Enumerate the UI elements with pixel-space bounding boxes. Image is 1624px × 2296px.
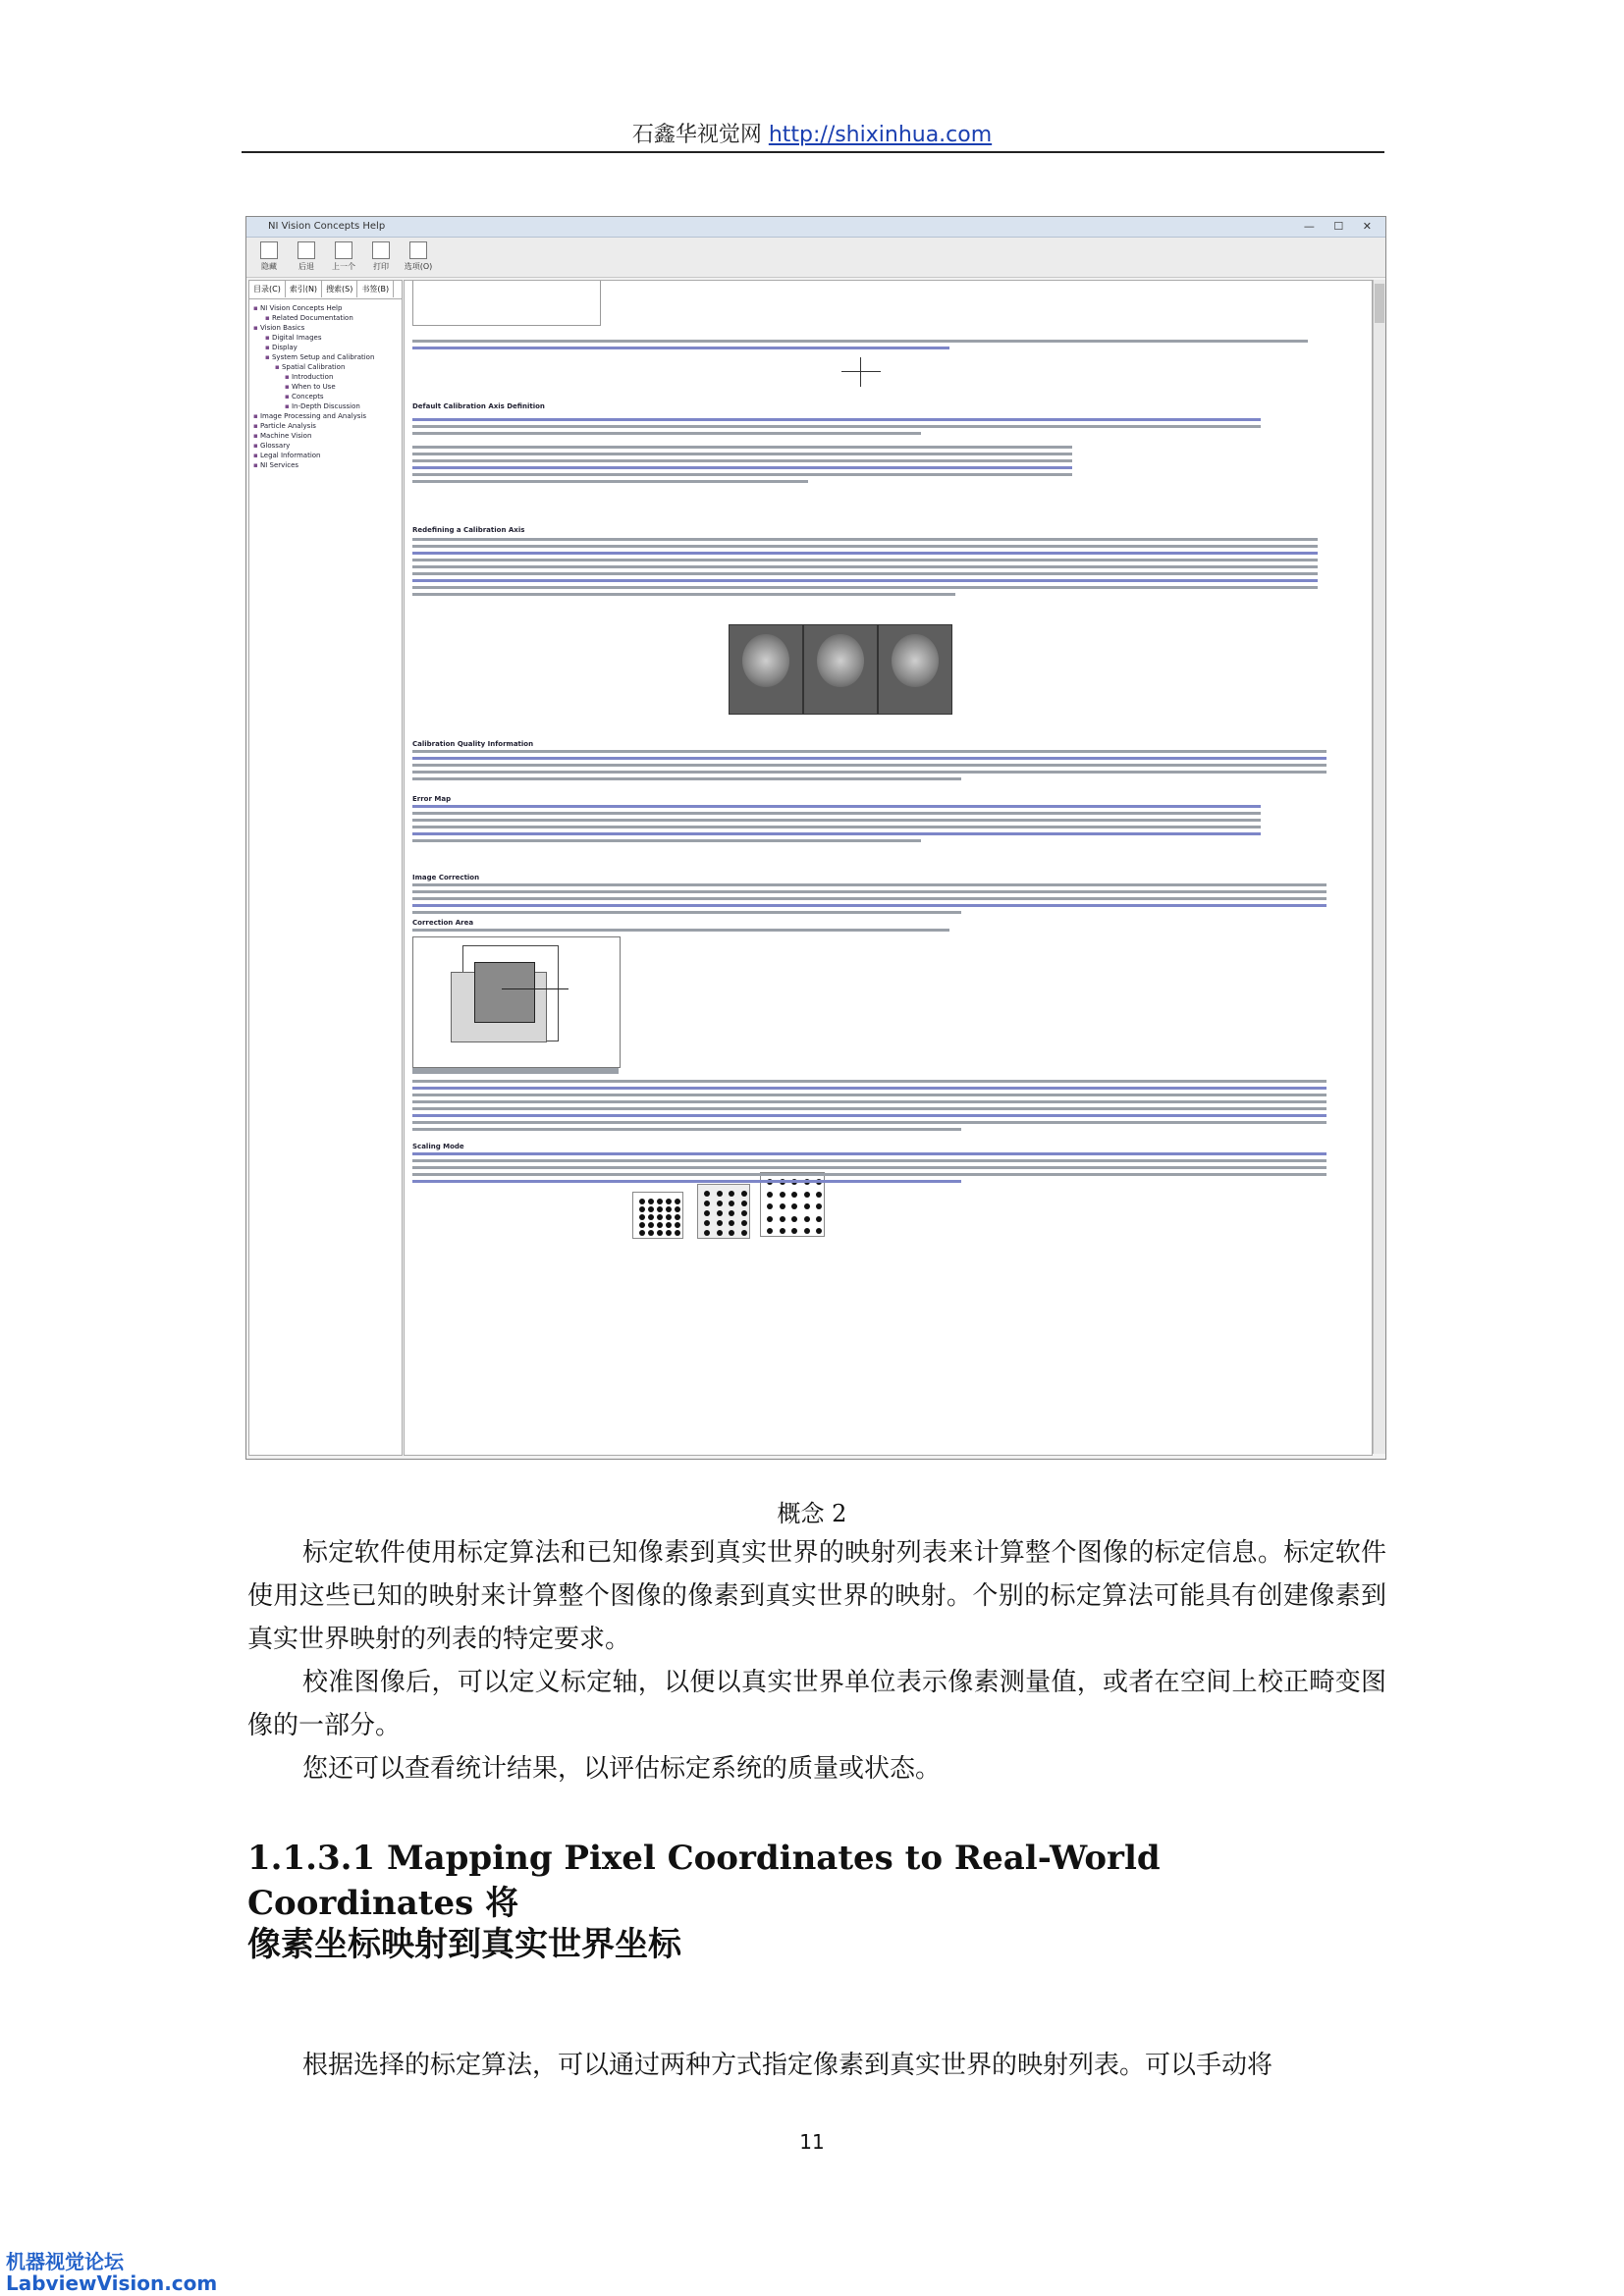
- content-text-line: [412, 750, 1326, 753]
- tree-item[interactable]: ▪ NI Vision Concepts Help: [253, 303, 398, 313]
- section-heading: 1.1.3.1 Mapping Pixel Coordinates to Real-World Coordinates 将: [247, 1839, 1161, 1923]
- grid-dot: [704, 1230, 710, 1236]
- watermark-site: LabviewVision.com: [6, 2271, 218, 2295]
- options-icon: [409, 241, 427, 259]
- content-text-line: [412, 832, 1261, 835]
- content-text-line: [412, 565, 1318, 568]
- grid-dot: [639, 1206, 645, 1212]
- grid-dot: [648, 1214, 654, 1220]
- grid-dot: [666, 1206, 672, 1212]
- grid-dot: [717, 1230, 723, 1236]
- calibration-photo-a: [729, 624, 803, 715]
- tree-item[interactable]: ▪ Concepts: [253, 392, 398, 401]
- hide-icon: [260, 241, 278, 259]
- grid-dot: [816, 1216, 822, 1222]
- tree-item[interactable]: ▪ Machine Vision: [253, 431, 398, 441]
- section-head-image-correction: Image Correction: [412, 874, 480, 881]
- options-button[interactable]: 选项(O): [402, 241, 435, 272]
- scaling-grid-b: [697, 1184, 750, 1239]
- grid-dot: [639, 1222, 645, 1228]
- content-text-line: [412, 473, 1072, 476]
- figure-caption: 概念 2: [777, 1500, 847, 1527]
- tree-item[interactable]: ▪ Display: [253, 343, 398, 352]
- grid-dot: [717, 1220, 723, 1226]
- window-controls: — ☐ ✕: [1303, 220, 1380, 233]
- content-text-line: [412, 890, 1326, 893]
- scrollbar-thumb[interactable]: [1375, 284, 1384, 323]
- grid-dot: [729, 1230, 734, 1236]
- grid-dot: [816, 1203, 822, 1209]
- content-text-line: [412, 459, 1072, 462]
- grid-dot: [791, 1192, 797, 1198]
- print-button[interactable]: 打印: [364, 241, 398, 272]
- grid-dot: [729, 1220, 734, 1226]
- grid-dot: [816, 1192, 822, 1198]
- tree-item[interactable]: ▪ Related Documentation: [253, 313, 398, 323]
- tab-bookmarks[interactable]: 书签(B): [357, 281, 394, 297]
- grid-dot: [657, 1206, 663, 1212]
- content-text-line: [412, 446, 1072, 449]
- grid-dot: [648, 1206, 654, 1212]
- page-number: 11: [799, 2130, 825, 2154]
- back-icon: [298, 241, 315, 259]
- grid-dot: [666, 1214, 672, 1220]
- sidebar-tabs: [249, 281, 402, 299]
- tab-index[interactable]: 索引(N): [286, 281, 322, 297]
- grid-dot: [741, 1191, 747, 1197]
- content-text-line: [412, 586, 1318, 589]
- tree-item[interactable]: ▪ Glossary: [253, 441, 398, 451]
- content-text-line: [412, 911, 961, 914]
- grid-dot: [639, 1230, 645, 1236]
- tree-item[interactable]: ▪ In-Depth Discussion: [253, 401, 398, 411]
- content-text-line: [412, 812, 1261, 815]
- grid-dot: [780, 1203, 785, 1209]
- content-text-line: [412, 904, 1326, 907]
- grid-dot: [666, 1199, 672, 1204]
- content-text-line: [412, 1121, 1326, 1124]
- content-text-line: [412, 572, 1318, 575]
- grid-dot: [804, 1192, 810, 1198]
- grid-dot: [767, 1192, 773, 1198]
- tree-item[interactable]: ▪ Image Processing and Analysis: [253, 411, 398, 421]
- tab-contents[interactable]: 目录(C): [249, 281, 286, 297]
- back-button[interactable]: 后退: [290, 241, 323, 272]
- grid-dot: [666, 1230, 672, 1236]
- grid-dot: [717, 1201, 723, 1206]
- content-text-line: [412, 805, 1261, 808]
- window-title: NI Vision Concepts Help: [268, 221, 386, 232]
- grid-dot: [657, 1199, 663, 1204]
- content-scrollbar[interactable]: [1373, 280, 1385, 1454]
- grid-dot: [804, 1203, 810, 1209]
- section-head-correction-area: Correction Area: [412, 919, 474, 927]
- content-text-line: [412, 771, 1326, 774]
- grid-dot: [717, 1210, 723, 1216]
- tree-item[interactable]: ▪ Vision Basics: [253, 323, 398, 333]
- print-icon: [372, 241, 390, 259]
- section-heading-continued: 像素坐标映射到真实世界坐标: [247, 1925, 681, 1964]
- grid-dot: [741, 1210, 747, 1216]
- grid-dot: [741, 1230, 747, 1236]
- content-text-line: [412, 579, 1318, 582]
- grid-dot: [767, 1216, 773, 1222]
- content-text-line: [412, 1087, 1326, 1090]
- tree-item[interactable]: ▪ Digital Images: [253, 333, 398, 343]
- hide-button[interactable]: 隐藏: [252, 241, 286, 272]
- grid-dot: [657, 1222, 663, 1228]
- grid-dot: [639, 1214, 645, 1220]
- grid-dot: [704, 1220, 710, 1226]
- axis-diagram-top: [412, 281, 601, 326]
- grid-dot: [639, 1199, 645, 1204]
- grid-dot: [717, 1191, 723, 1197]
- content-text-line: [412, 1180, 961, 1183]
- section-head-scaling-mode: Scaling Mode: [412, 1143, 464, 1150]
- window-titlebar: [246, 217, 1385, 238]
- tab-search[interactable]: 搜索(S): [322, 281, 357, 297]
- content-text-line: [412, 764, 1326, 767]
- grid-dot: [675, 1206, 680, 1212]
- axis-diagram-h: [841, 371, 881, 372]
- help-sidebar: [248, 280, 403, 1456]
- content-text-line: [412, 593, 955, 596]
- grid-dot: [704, 1210, 710, 1216]
- grid-dot: [675, 1222, 680, 1228]
- calibration-photo-c: [878, 624, 952, 715]
- grid-dot: [741, 1201, 747, 1206]
- watermark-forum: 机器视觉论坛: [6, 2250, 124, 2273]
- previous-button[interactable]: 上一个: [327, 241, 360, 272]
- grid-dot: [816, 1228, 822, 1234]
- content-text-line: [412, 1114, 1326, 1117]
- content-text-line: [412, 897, 1326, 900]
- up-icon: [335, 241, 352, 259]
- grid-dot: [791, 1216, 797, 1222]
- calibration-photo-b: [803, 624, 878, 715]
- grid-dot: [729, 1191, 734, 1197]
- content-text-line: [412, 432, 921, 435]
- paragraph-2: 校准图像后，可以定义标定轴，以便以真实世界单位表示像素测量值，或者在空间上校正畸变图像的一部分。: [247, 1668, 1386, 1740]
- content-text-line: [412, 480, 808, 483]
- tree-item[interactable]: ▪ System Setup and Calibration: [253, 352, 398, 362]
- grid-dot: [791, 1228, 797, 1234]
- content-text-line: [412, 1128, 961, 1131]
- paragraph-3: 您还可以查看统计结果，以评估标定系统的质量或状态。: [302, 1754, 942, 1784]
- contents-tree: [249, 299, 402, 474]
- grid-dot: [804, 1228, 810, 1234]
- section-head-error-map: Error Map: [412, 795, 452, 803]
- grid-dot: [704, 1201, 710, 1206]
- help-window-screenshot: [245, 216, 1386, 1460]
- content-text-line: [412, 418, 1261, 421]
- paragraph-4: 根据选择的标定算法，可以通过两种方式指定像素到真实世界的映射列表。可以手动将: [302, 2051, 1273, 2080]
- correction-area-diagram: [412, 936, 621, 1068]
- content-text-line: [412, 466, 1072, 469]
- content-text-line: [412, 929, 949, 932]
- section-head-quality: Calibration Quality Information: [412, 740, 534, 748]
- content-text-line: [412, 347, 949, 349]
- grid-dot: [648, 1199, 654, 1204]
- content-text-line: [412, 538, 1318, 541]
- site-name: 石鑫华视觉网: [631, 123, 762, 147]
- content-text-line: [412, 1166, 1326, 1169]
- content-text-line: [412, 559, 1318, 561]
- grid-dot: [729, 1201, 734, 1206]
- grid-dot: [648, 1230, 654, 1236]
- content-text-line: [412, 1159, 1326, 1162]
- section-head-redefine-axis: Redefining a Calibration Axis: [412, 526, 525, 534]
- content-text-line: [412, 1152, 1326, 1155]
- content-text-line: [412, 1094, 1326, 1096]
- grid-dot: [675, 1214, 680, 1220]
- scaling-grid-a: [632, 1192, 683, 1239]
- content-text-line: [412, 425, 1261, 428]
- grid-dot: [767, 1228, 773, 1234]
- header-rule: [242, 151, 1384, 153]
- content-text-line: [412, 1100, 1326, 1103]
- tree-item[interactable]: ▪ Legal Information: [253, 451, 398, 460]
- axis-diagram-v: [860, 357, 861, 387]
- grid-dot: [704, 1191, 710, 1197]
- grid-dot: [675, 1230, 680, 1236]
- grid-dot: [741, 1220, 747, 1226]
- help-content-pane: [404, 280, 1373, 1456]
- grid-dot: [648, 1222, 654, 1228]
- content-text-line: [412, 1173, 1326, 1176]
- grid-dot: [791, 1203, 797, 1209]
- content-text-line: [412, 826, 1261, 828]
- grid-dot: [767, 1203, 773, 1209]
- content-text-line: [412, 839, 921, 842]
- tree-item[interactable]: ▪ Particle Analysis: [253, 421, 398, 431]
- content-text-line: [412, 1080, 1326, 1083]
- tree-item[interactable]: ▪ Spatial Calibration: [253, 362, 398, 372]
- tree-item[interactable]: ▪ NI Services: [253, 460, 398, 470]
- grid-dot: [780, 1216, 785, 1222]
- paragraph-1: 标定软件使用标定算法和已知像素到真实世界的映射列表来计算整个图像的标定信息。标定软件使用这些已知的映射来计算整个图像的像素到真实世界的映射。个别的标定算法可能具有创建像素到真实世界映射的列表的特定要求。: [247, 1538, 1386, 1654]
- grid-dot: [657, 1230, 663, 1236]
- tree-item[interactable]: ▪ When to Use: [253, 382, 398, 392]
- content-text-line: [412, 757, 1326, 760]
- content-text-line: [412, 453, 1072, 455]
- site-link[interactable]: http://shixinhua.com: [768, 123, 993, 147]
- content-text-line: [412, 883, 1326, 886]
- content-text-line: [412, 545, 1318, 548]
- grid-dot: [675, 1199, 680, 1204]
- content-text-line: [412, 1107, 1326, 1110]
- help-toolbar: [246, 238, 1385, 278]
- section-head-default-axis: Default Calibration Axis Definition: [412, 402, 545, 410]
- grid-dot: [804, 1216, 810, 1222]
- grid-dot: [657, 1214, 663, 1220]
- grid-dot: [666, 1222, 672, 1228]
- content-text-line: [412, 552, 1318, 555]
- grid-dot: [729, 1210, 734, 1216]
- tree-item[interactable]: ▪ Introduction: [253, 372, 398, 382]
- content-text-line: [412, 819, 1261, 822]
- content-text-line: [412, 777, 961, 780]
- page-header: [0, 118, 1624, 148]
- diagram-legend: [412, 1068, 619, 1074]
- grid-dot: [780, 1192, 785, 1198]
- grid-dot: [780, 1228, 785, 1234]
- content-text-line: [412, 340, 1308, 343]
